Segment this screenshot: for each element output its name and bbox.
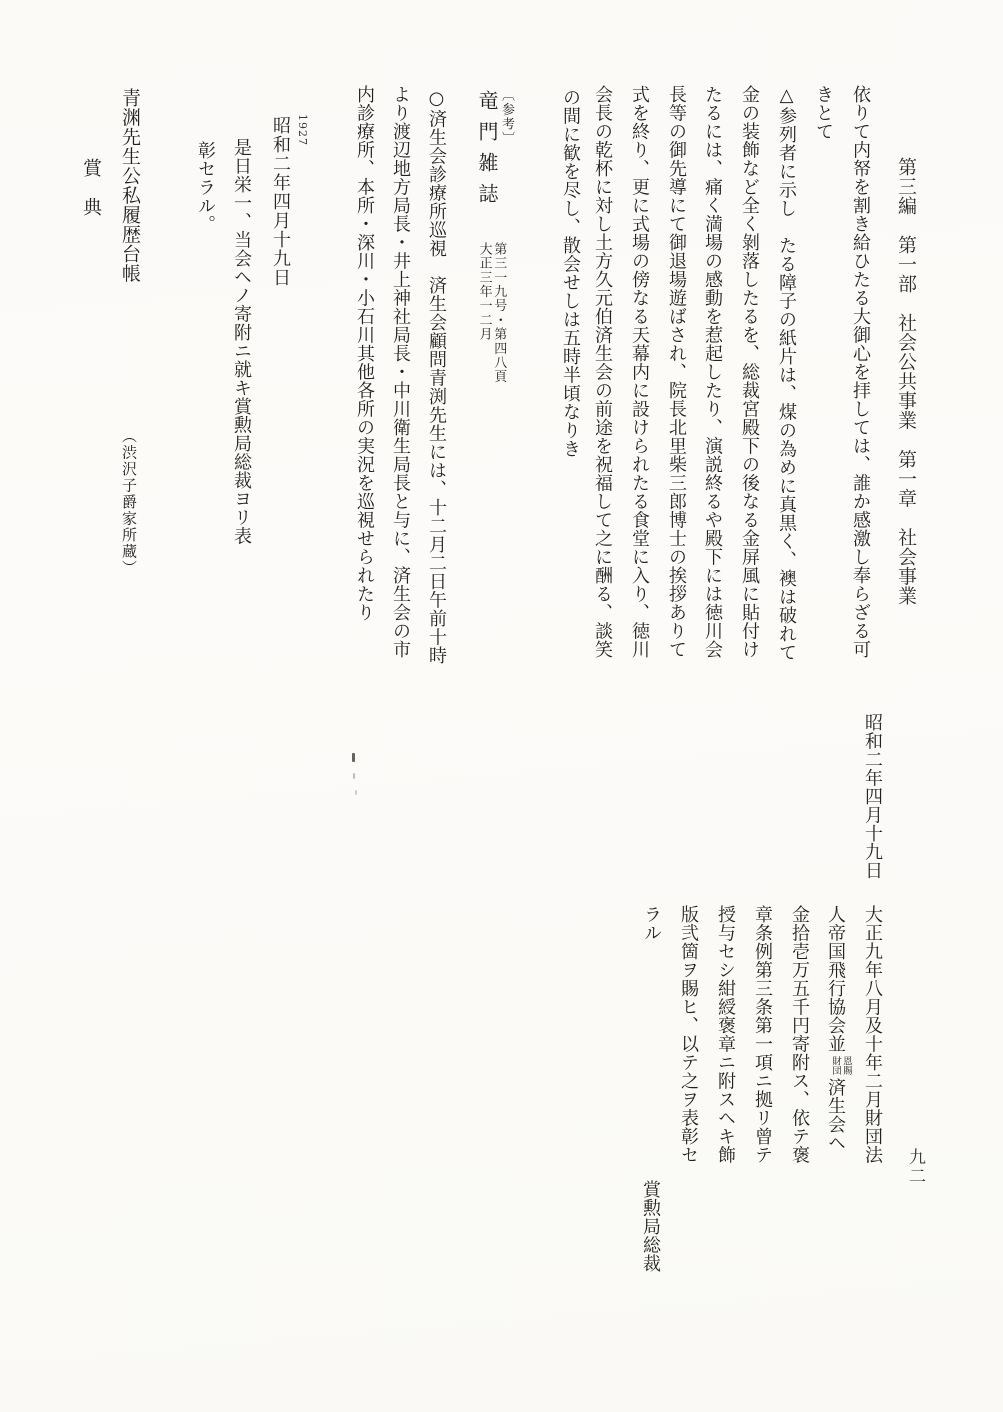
page-number: 九二 (905, 1148, 925, 1186)
body-column: 依りて内帑を割き給ひたる大御心を拝しては、誰か感激し奉らざる可 (850, 85, 871, 659)
entry-column: 是日栄一、当会ヘノ寄附ニ就キ賞勲局総裁ヨリ表 (231, 138, 252, 545)
reference-column: 内診療所、本所・深川・小石川其他各所の実況を巡視せられたり (354, 85, 375, 622)
running-header: 第三編 第一部 社会公共事業 第一章 社会事業 (895, 157, 917, 606)
reference-issue-date: 大正三年一二月 (476, 242, 492, 342)
citation-line: 授与セシ紺綬褒章ニ附スヘキ飾 (715, 905, 736, 1164)
section-label: 賞 典 (80, 158, 102, 217)
body-column: 会長の乾杯に対し土方久元伯済生会の前途を祝福して之に酬る、談笑 (592, 85, 613, 659)
citation-line: 金拾壱万五千円寄附ス、依テ褒 (789, 905, 810, 1164)
body-column: 金の装飾など全く剝落したるを、総裁宮殿下の後なる金屏風に貼付け (739, 85, 760, 659)
scan-artifact (355, 790, 357, 795)
scan-artifact (353, 773, 355, 779)
warichu-left: 財団 (830, 1056, 841, 1075)
citation-line: ラル (641, 905, 662, 942)
citation-line: 版弐箇ヲ賜ヒ、以テ之ヲ表彰セ (678, 905, 699, 1164)
citation-signature: 賞勲局総裁 (640, 1180, 661, 1273)
body-column: の間に歓を尽し、散会せしは五時半頃なりき (560, 88, 581, 458)
reference-issue-block (477, 242, 505, 384)
reference-issue: 第三一九号・第四八頁 (491, 242, 507, 384)
citation-line-recipient (826, 905, 851, 1152)
body-column: きとて (813, 85, 834, 141)
citation-line2-after: 済生会ヘ (825, 1078, 846, 1152)
reference-title: 竜門雑誌 (475, 90, 499, 214)
citation-line2-before: 人帝国飛行協会並 (825, 905, 846, 1053)
reference-column: より渡辺地方局長・井上神社局長・中川衛生局長と与に、済生会の市 (390, 85, 411, 659)
citation-line: 章条例第三条第一項ニ拠リ曾テ (752, 905, 773, 1164)
reference-column: ○済生会診療所巡視 済生会顧問青渕先生には、十二月二日午前十時 (426, 88, 447, 665)
source-owner: （渋沢子爵家所蔵） (120, 428, 138, 577)
warichu-right: 恩賜 (840, 1056, 852, 1075)
source-title: 青渊先生公私履歴台帳 (119, 88, 141, 283)
body-column: △参列者に示し たる障子の紙片は、煤の為めに真黒く、襖は破れて (776, 85, 797, 662)
body-column: 長等の御先導にて御退場遊ばされ、院長北里柴三郎博士の挨拶ありて (666, 85, 687, 659)
entry-year-western: 1927 (296, 114, 309, 146)
entry-date: 昭和二年四月十九日 (270, 116, 291, 287)
citation-line: 大正九年八月及十年二月財団法 (862, 905, 883, 1164)
body-column: たるには、痛く満場の感動を惹起したり、演説終るや殿下には徳川会 (702, 85, 723, 659)
body-column: 式を終り、更に式場の傍なる天幕内に設けられたる食堂に入り、徳川 (629, 85, 650, 659)
entry-column: 彰セラル。 (195, 141, 216, 234)
citation-date: 昭和二年四月十九日 (862, 713, 883, 880)
warichu-onshi-zaidan (829, 1056, 851, 1075)
reference-tag: 〔参考〕 (499, 88, 514, 146)
scan-artifact (352, 753, 355, 762)
